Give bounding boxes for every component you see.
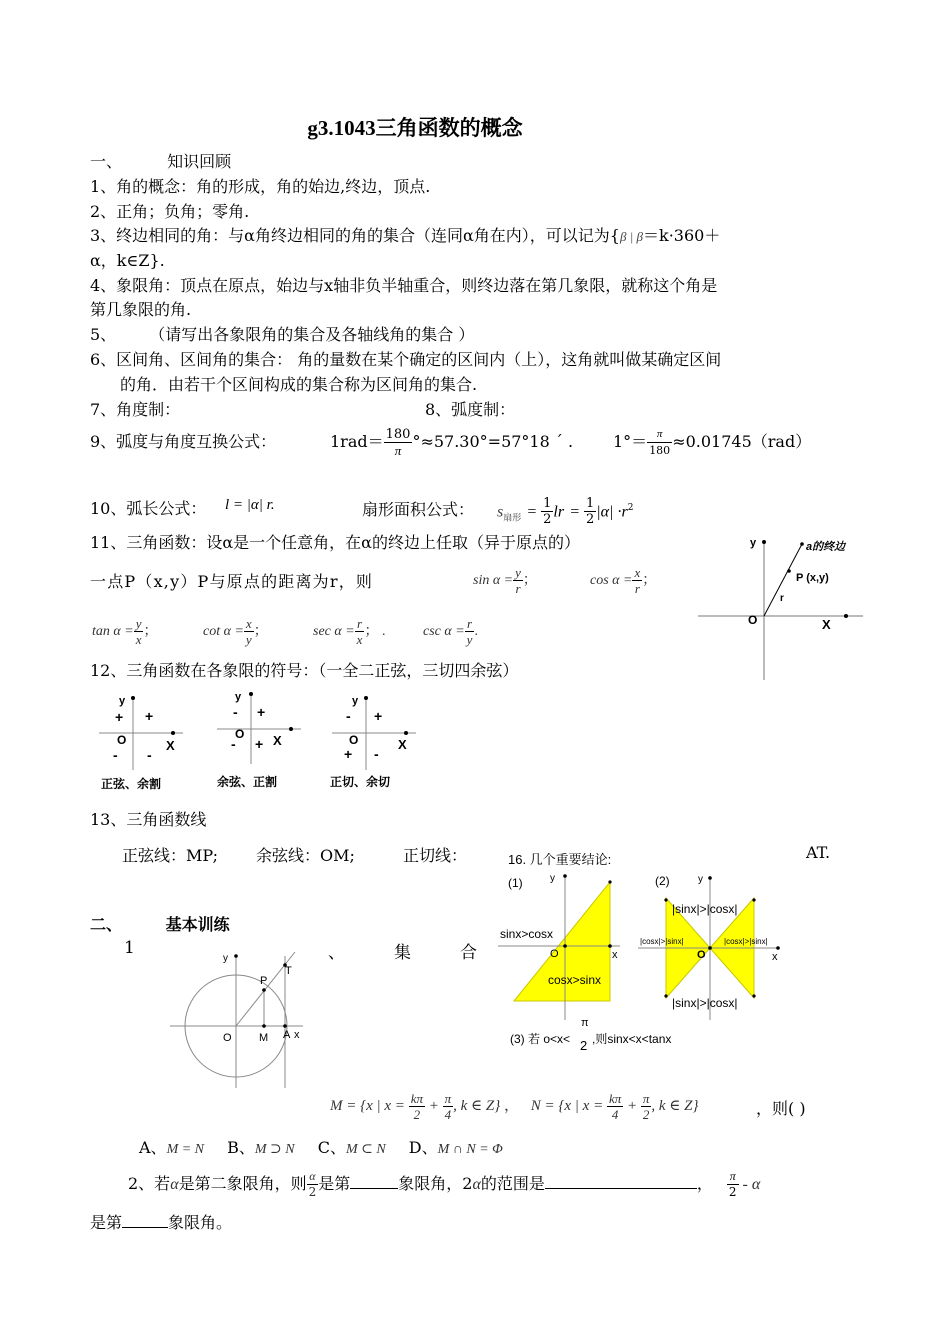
m-label: M — [259, 1032, 269, 1044]
abs-sin-gt-cos-bottom: |sinx|>|cosx| — [672, 996, 738, 1010]
frac-num: 180 — [385, 427, 411, 442]
sec-def: sec α = $\frac{r}{x}$ ； . — [313, 616, 386, 648]
item-3-end: ＝k·360＋ — [643, 226, 721, 245]
option-a-label: A、 — [139, 1138, 167, 1157]
page-title: g3.1043三角函数的概念 — [307, 116, 523, 140]
quadrant-2-sign: + — [115, 709, 124, 725]
t-label: T — [285, 965, 292, 977]
y-label: y — [223, 953, 228, 964]
section-1-heading — [90, 150, 231, 174]
item-7: 7、角度制： — [90, 400, 181, 419]
r-label: r — [780, 593, 784, 604]
sector-sub: 扇形 — [503, 513, 522, 524]
q1-then: ，则( ) — [756, 1099, 806, 1118]
heading-number: 二、 — [90, 915, 123, 934]
x-label-2: x — [772, 951, 778, 963]
y-arrow-dot — [762, 540, 766, 544]
item-10-label: 10、弧长公式： — [90, 499, 207, 518]
item-4-cont: 第几象限的角. — [90, 300, 192, 319]
y-label-1: y — [550, 873, 555, 884]
q1-word-b: 合 — [460, 943, 477, 963]
item-5-num: 5、 — [90, 325, 117, 344]
item-6: 6、区间角、区间角的集合： 角的量数在某个确定的区间内（上），这角就叫做某确定区间 — [90, 350, 722, 369]
origin-label: O — [235, 727, 245, 741]
conclusions-title: 16. 几个重要结论: — [508, 852, 612, 867]
arc-length-formula: l = |α| r. — [225, 497, 275, 513]
quadrant-2-sign: - — [233, 704, 238, 720]
item-9-formula-2 — [613, 424, 811, 460]
item-3-text: 3、终边相同的角：与α角终边相同的角的集合（连同α角在内），可以记为{ — [90, 226, 620, 245]
sector-s: s — [497, 503, 504, 521]
option-b-label: B、 — [227, 1138, 255, 1157]
origin-label: O — [748, 613, 758, 627]
deg-label: 1°＝ — [613, 432, 648, 451]
quadrant-1-sign: + — [374, 708, 383, 724]
conclusion-3-pi: π — [581, 1017, 589, 1029]
point-p — [787, 569, 791, 573]
rad-approx: ≈0.01745（rad） — [672, 432, 812, 451]
set-definitions: M = {x | x = $\frac{k\pi}{2}$ + $\frac{\pi}{4}$ , k ∈ Z} ， N = {x | x = $\frac{k\pi}{4}$ + $\frac{\pi}{2}$ , k ∈ Z} — [330, 1091, 699, 1123]
option-d: M ∩ N = Φ — [437, 1142, 503, 1157]
item-6-cont: 的角．由若干个区间构成的集合称为区间角的集合. — [120, 375, 478, 394]
abs-cos-gt-sin-right: |cosx|>|sinx| — [724, 937, 768, 946]
q1-word-a: 集 — [394, 943, 411, 963]
x-label-1: x — [612, 949, 618, 961]
x-label: X — [273, 733, 282, 748]
conclusion-2-label: (2) — [655, 874, 670, 888]
heading-text: 知识回顾 — [167, 152, 232, 171]
origin-label: O — [223, 1032, 232, 1044]
option-b: M ⊃ N — [254, 1142, 295, 1157]
abs-cos-gt-sin-left: |cosx|>|sinx| — [640, 937, 684, 946]
conclusion-3-start: (3) 若 o<x< — [510, 1032, 571, 1046]
item-11: 11、三角函数：设α是一个任意角，在α的终边上任取（异于原点的） — [90, 533, 580, 552]
quadrant-4-sign: - — [147, 747, 152, 763]
section-2-heading — [90, 912, 230, 935]
quadrant-1-sign: + — [145, 708, 154, 724]
terminal-dot — [800, 542, 804, 546]
origin-label-2: O — [697, 949, 706, 961]
tan-def: tan α = $\frac{y}{x}$ ； — [92, 616, 158, 648]
y-label: y — [235, 691, 242, 703]
deg-approx: °≈57.30°=57°18 ˊ . — [412, 432, 574, 451]
y-label: y — [750, 537, 757, 549]
unit-circle-figure — [165, 948, 315, 1098]
item-12: 12、三角函数在各象限的符号：（一全二正弦，三切四余弦） — [90, 661, 519, 680]
item-13: 13、三角函数线 — [90, 810, 207, 829]
item-4: 4、象限角：顶点在原点，始边与x轴非负半轴重合，则终边落在第几象限，就称这个角是 — [90, 276, 718, 295]
cos-gt-sin-label: cosx>sinx — [548, 973, 602, 987]
option-d-label: D、 — [408, 1138, 438, 1157]
tangent-line-value: AT. — [806, 843, 831, 862]
x-label: X — [166, 738, 175, 753]
q2-line: 2、若α是第二象限角，则 $\frac{\alpha}{2}$ 是第 象限角，2α的范围是 ， $\frac{\pi}{2}$ - α — [128, 1169, 761, 1199]
frac-num: π — [647, 427, 672, 443]
q2-line-2: 是第 象限角。 — [90, 1213, 233, 1232]
item-9-formula — [330, 424, 573, 460]
y-label: y — [119, 695, 126, 707]
option-c-label: C、 — [317, 1138, 346, 1157]
conclusions-figure — [498, 868, 788, 1068]
item-5 — [90, 323, 474, 347]
blank-quadrant[interactable] — [350, 1174, 398, 1189]
origin-label: O — [117, 733, 127, 747]
csc-def: csc α = $\frac{r}{y}$ . — [423, 616, 478, 648]
quadrant-3-sign: + — [344, 746, 353, 762]
x-arrow-dot — [844, 614, 848, 618]
item-8: 8、弧度制： — [425, 400, 516, 419]
abs-sin-gt-cos-top: |sinx|>|cosx| — [672, 902, 738, 916]
terminal-side-figure — [698, 530, 868, 680]
item-9-label: 9、弧度与角度互换公式： — [90, 432, 277, 451]
x-label: X — [398, 737, 407, 752]
conclusion-3-end: ,则sinx<x<tanx — [592, 1032, 672, 1046]
sin-gt-cos-label: sinx>cosx — [500, 927, 554, 941]
heading-number: 一、 — [90, 152, 123, 171]
sign-figure-sin — [95, 690, 195, 794]
quadrant-3-sign: - — [113, 747, 118, 763]
x-label: X — [822, 617, 831, 632]
sign-figure-tan — [328, 690, 428, 794]
tangent-line: 正切线： — [403, 846, 468, 865]
option-c: M ⊂ N — [345, 1142, 386, 1157]
terminal-label: a的终边 — [806, 541, 846, 553]
item-1: 1、角的概念：角的形成，角的始边,终边，顶点. — [90, 177, 431, 196]
cosine-line: 余弦线：OM; — [256, 846, 355, 865]
quadrant-1-sign: + — [257, 704, 266, 720]
frac-den: π — [394, 443, 402, 458]
blank-quadrant-2[interactable] — [122, 1213, 168, 1228]
item-11-cont: 一点P（x,y）P与原点的距离为r，则 — [90, 572, 374, 591]
p-label: P (x,y) — [796, 572, 829, 584]
item-2: 2、正角；负角；零角. — [90, 202, 250, 221]
conclusion-1-label: (1) — [508, 876, 523, 890]
quadrant-3-sign: - — [231, 736, 236, 752]
item-3-cont: α，k∈Z}. — [90, 251, 165, 270]
sine-line: 正弦线：MP; — [122, 846, 218, 865]
heading-text: 基本训练 — [165, 915, 230, 934]
q1-options — [139, 1135, 503, 1158]
sign-figure-cos — [213, 686, 313, 790]
quadrant-2-sign: - — [346, 708, 351, 724]
q1-sep: 、 — [328, 943, 345, 963]
y-label: y — [352, 695, 359, 707]
a-label: A — [283, 1029, 291, 1041]
blank-range[interactable] — [545, 1174, 697, 1189]
cos-def: cos α = $\frac{x}{r}$ ； — [590, 565, 657, 597]
y-label-2: y — [698, 874, 703, 885]
conclusion-3-two: 2 — [580, 1038, 588, 1053]
item-5-text: （请写出各象限角的集合及各轴线角的集合 ） — [149, 325, 475, 344]
quadrant-4-sign: - — [374, 746, 379, 762]
sign-caption: 余弦、正割 — [217, 775, 278, 789]
sector-formula: $s_{扇形}$ = $\frac{1}{2}$ lr = $\frac{1}{2}$ $|\alpha| \cdot r^2$ — [497, 496, 634, 528]
origin-label-1: O — [550, 948, 559, 960]
sign-caption: 正切、余切 — [330, 775, 391, 789]
cot-def: cot α = $\frac{x}{y}$ ； — [203, 616, 268, 648]
frac-den: 180 — [649, 444, 671, 457]
item-3-set: β | β — [619, 229, 644, 244]
q1-number: 1 — [124, 938, 135, 958]
quadrant-4-sign: + — [255, 736, 264, 752]
item-3 — [90, 224, 720, 249]
p-label: P — [260, 975, 268, 987]
rad-label: 1rad＝ — [330, 432, 384, 451]
sign-caption: 正弦、余割 — [101, 777, 162, 791]
sector-label: 扇形面积公式： — [362, 500, 475, 519]
x-label: x — [294, 1029, 300, 1041]
origin-label: O — [349, 733, 359, 747]
sin-def: sin α = $\frac{y}{r}$ ； — [473, 565, 537, 597]
option-a: M = N — [166, 1142, 205, 1157]
